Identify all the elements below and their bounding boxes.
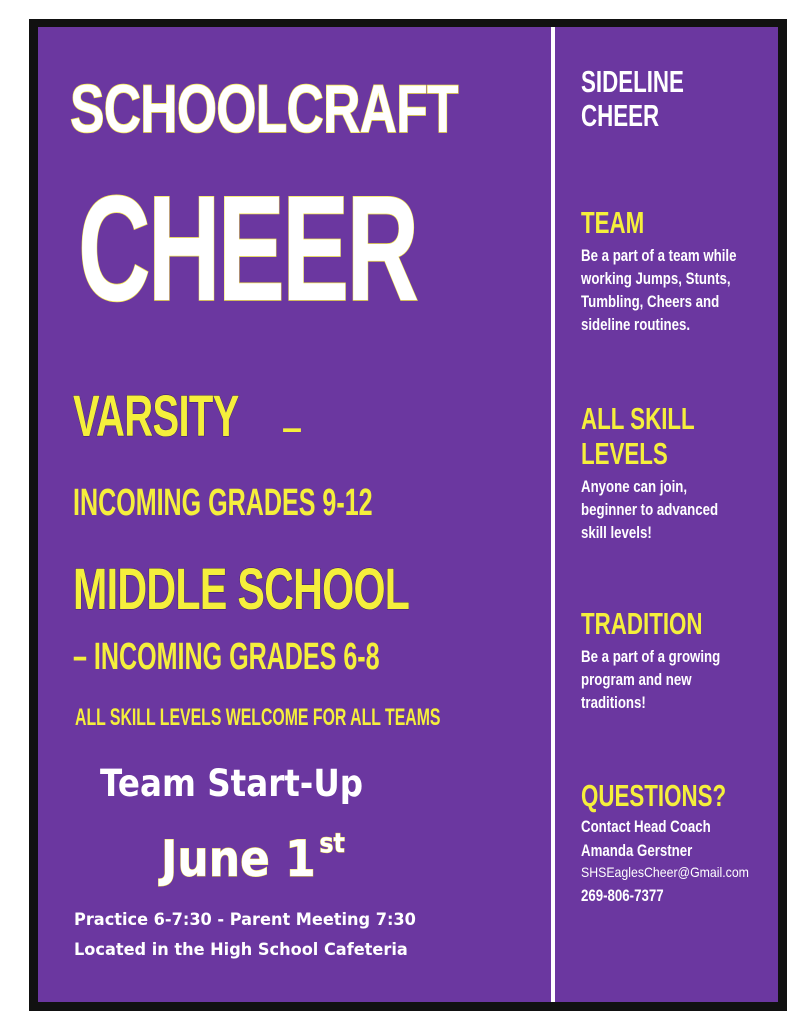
team-text-line: Be a part of a team while xyxy=(581,246,737,265)
skill-text-line: Anyone can join, xyxy=(581,477,688,496)
contact-line: Contact Head Coach xyxy=(581,817,711,836)
sideline-heading-line1: SIDELINE xyxy=(581,64,684,99)
middle-school-heading: MIDDLE SCHOOL xyxy=(73,557,410,622)
title-cheer: CHEER xyxy=(78,164,417,332)
team-text-line: sideline routines. xyxy=(581,315,691,334)
middle-school-grades: – INCOMING GRADES 6-8 xyxy=(73,636,380,678)
startup-date-text: June 1 xyxy=(161,830,316,888)
varsity-grades: INCOMING GRADES 9-12 xyxy=(73,482,373,524)
tradition-text-line: Be a part of a growing xyxy=(581,647,721,666)
startup-date xyxy=(161,828,345,888)
varsity-heading: VARSITY xyxy=(73,384,239,449)
practice-location: Located in the High School Cafeteria xyxy=(74,940,408,960)
skill-text-line: skill levels! xyxy=(581,523,652,542)
team-startup-label: Team Start-Up xyxy=(100,762,364,805)
sideline-heading-line2: CHEER xyxy=(581,98,660,133)
divider-line xyxy=(551,27,555,1002)
team-text-line: working Jumps, Stunts, xyxy=(581,269,731,288)
team-text-line: Tumbling, Cheers and xyxy=(581,292,720,311)
team-heading: TEAM xyxy=(581,205,645,240)
contact-email: SHSEaglesCheer@Gmail.com xyxy=(581,864,749,880)
tradition-text-line: traditions! xyxy=(581,693,646,712)
skill-heading-line2: LEVELS xyxy=(581,436,668,471)
skill-heading-line1: ALL SKILL xyxy=(581,401,695,436)
practice-time: Practice 6-7:30 - Parent Meeting 7:30 xyxy=(74,910,416,930)
tradition-heading: TRADITION xyxy=(581,606,703,641)
all-skill-levels-note: ALL SKILL LEVELS WELCOME FOR ALL TEAMS xyxy=(75,704,441,731)
startup-date-suffix: st xyxy=(319,828,345,859)
contact-line: Amanda Gerstner xyxy=(581,841,693,860)
tradition-text-line: program and new xyxy=(581,670,692,689)
questions-heading: QUESTIONS? xyxy=(581,778,727,813)
varsity-dash: – xyxy=(282,407,303,448)
skill-text-line: beginner to advanced xyxy=(581,500,719,519)
contact-phone: 269-806-7377 xyxy=(581,886,664,905)
title-schoolcraft: SCHOOLCRAFT xyxy=(70,71,458,147)
